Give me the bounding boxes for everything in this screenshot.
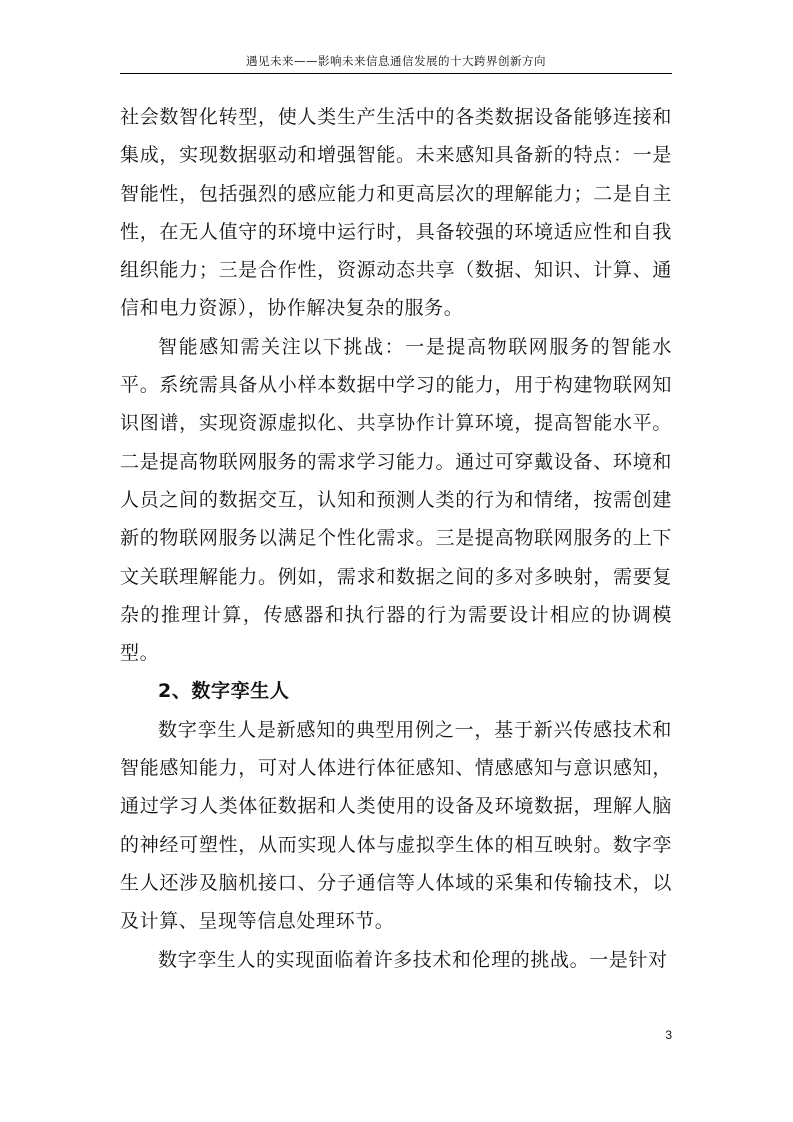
header-divider (120, 73, 672, 74)
document-body (120, 98, 672, 979)
body-paragraph-2: 智能感知需关注以下挑战：一是提高物联网服务的智能水平。系统需具备从小样本数据中学习的能力，用于构建物联网知识图谱，实现资源虚拟化、共享协作计算环境，提高智能水平。二是提高物联网服务的需求学习能力。通过可穿戴设备、环境和人员之间的数据交互，认知和预测人类的行为和情绪，按需创建新的物联网服务以满足个性化需求。三是提高物联网服务的上下文关联理解能力。例如，需求和数据之间的多对多映射，需要复杂的推理计算，传感器和执行器的行为需要设计相应的协调模型。 (120, 335, 672, 665)
body-paragraph-3: 数字孪生人是新感知的典型用例之一，基于新兴传感技术和智能感知能力，可对人体进行体征感知、情感感知与意识感知，通过学习人类体征数据和人类使用的设备及环境数据，理解人脑的神经可塑性，从而实现人体与虚拟孪生体的相互映射。数字孪生人还涉及脑机接口、分子通信等人体域的采集和传输技术，以及计算、呈现等信息处理环节。 (120, 718, 672, 933)
page-number: 3 (665, 1028, 672, 1042)
running-header: 遇见未来——影响未来信息通信发展的十大跨界创新方向 (246, 54, 546, 68)
body-paragraph-4: 数字孪生人的实现面临着许多技术和伦理的挑战。一是针对 (158, 948, 668, 971)
section-heading: 2、数字孪生人 (158, 680, 290, 703)
body-paragraph-1: 社会数智化转型，使人类生产生活中的各类数据设备能够连接和集成，实现数据驱动和增强智能。未来感知具备新的特点：一是智能性，包括强烈的感应能力和更高层次的理解能力；二是自主性，在无人值守的环境中运行时，具备较强的环境适应性和自我组织能力；三是合作性，资源动态共享（数据、知识、计算、通信和电力资源），协作解决复杂的服务。 (120, 106, 672, 320)
